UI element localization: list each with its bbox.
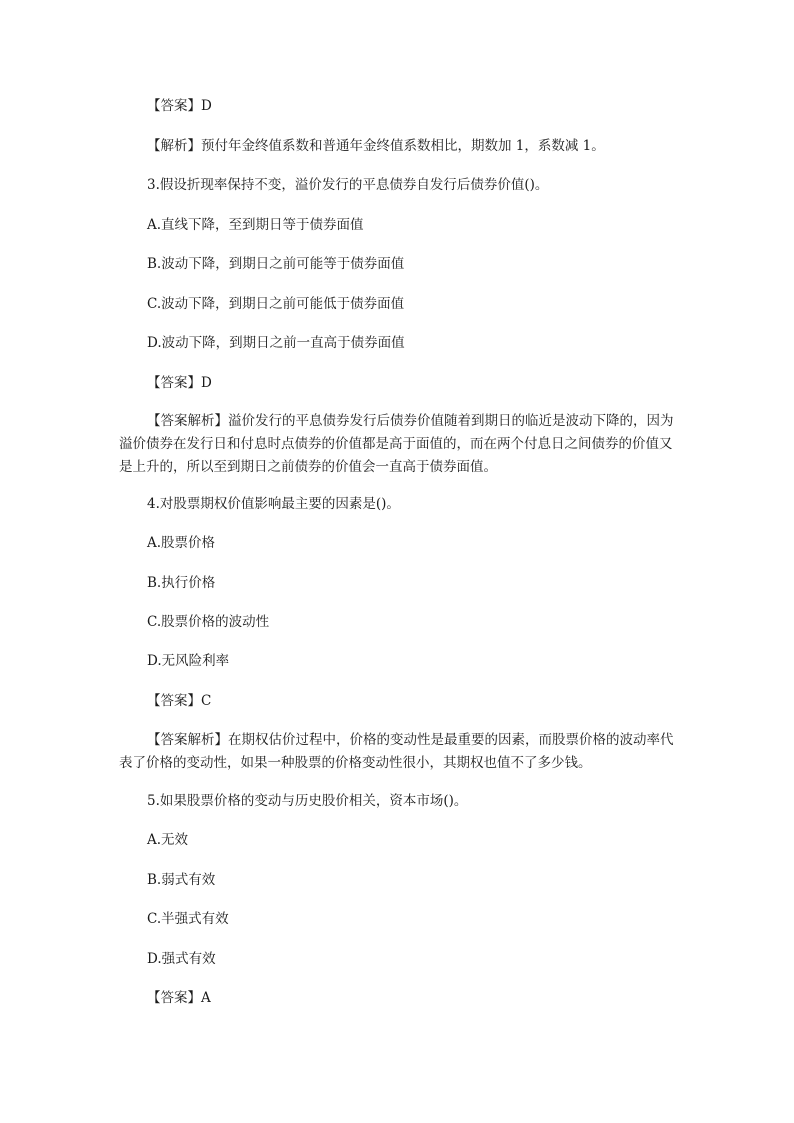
analysis-label: 【答案解析】 [147,413,228,429]
analysis-line [147,137,605,155]
q4-option-c: C.股票价格的波动性 [147,614,270,630]
answer-label: 【答案】 [147,693,201,709]
question-3: 3.假设折现率保持不变，溢价发行的平息债券自发行后债券价值()。 [147,177,549,193]
analysis-paragraph [119,729,679,775]
q4-option-b: B.执行价格 [147,575,216,591]
answer-value: C [201,693,212,709]
question-4: 4.对股票期权价值影响最主要的因素是()。 [147,496,400,512]
answer-label: 【答案】 [147,375,201,391]
answer-line [147,97,212,115]
q4-option-a: A.股票价格 [147,535,216,551]
q3-option-b: B.波动下降，到期日之前可能等于债券面值 [147,256,405,272]
q3-option-d: D.波动下降，到期日之前一直高于债券面值 [147,335,405,351]
answer-value: D [201,98,212,114]
question-5: 5.如果股票价格的变动与历史股价相关，资本市场()。 [147,793,468,809]
answer-label: 【答案】 [147,990,201,1006]
q4-option-d: D.无风险利率 [147,653,230,669]
q5-option-b: B.弱式有效 [147,872,216,888]
q5-option-a: A.无效 [147,832,189,848]
answer-line [147,989,211,1007]
answer-value: A [201,990,211,1006]
q3-option-c: C.波动下降，到期日之前可能低于债券面值 [147,296,405,312]
answer-line [147,692,211,710]
analysis-text: 预付年金终值系数和普通年金终值系数相比，期数加 1，系数减 1。 [201,138,605,154]
answer-value: D [201,375,212,391]
answer-line [147,374,212,392]
q5-option-d: D.强式有效 [147,951,216,967]
q3-option-a: A.直线下降，至到期日等于债券面值 [147,217,364,233]
q5-option-c: C.半强式有效 [147,911,229,927]
answer-label: 【答案】 [147,98,201,114]
analysis-paragraph [119,410,679,479]
analysis-label: 【解析】 [147,138,201,154]
analysis-text: 在期权估价过程中，价格的变动性是最重要的因素，而股票价格的波动率代表了价格的变动性，如果一种股票的价格变动性很小，其期权也值不了多少钱。 [119,732,674,771]
analysis-label: 【答案解析】 [147,732,228,748]
analysis-text: 溢价发行的平息债券发行后债券价值随着到期日的临近是波动下降的，因为溢价债券在发行日和付息时点债券的价值都是高于面值的，而在两个付息日之间债券的价值又是上升的，所以至到期日之前债券的价值会一直高于债券面值。 [119,413,674,475]
